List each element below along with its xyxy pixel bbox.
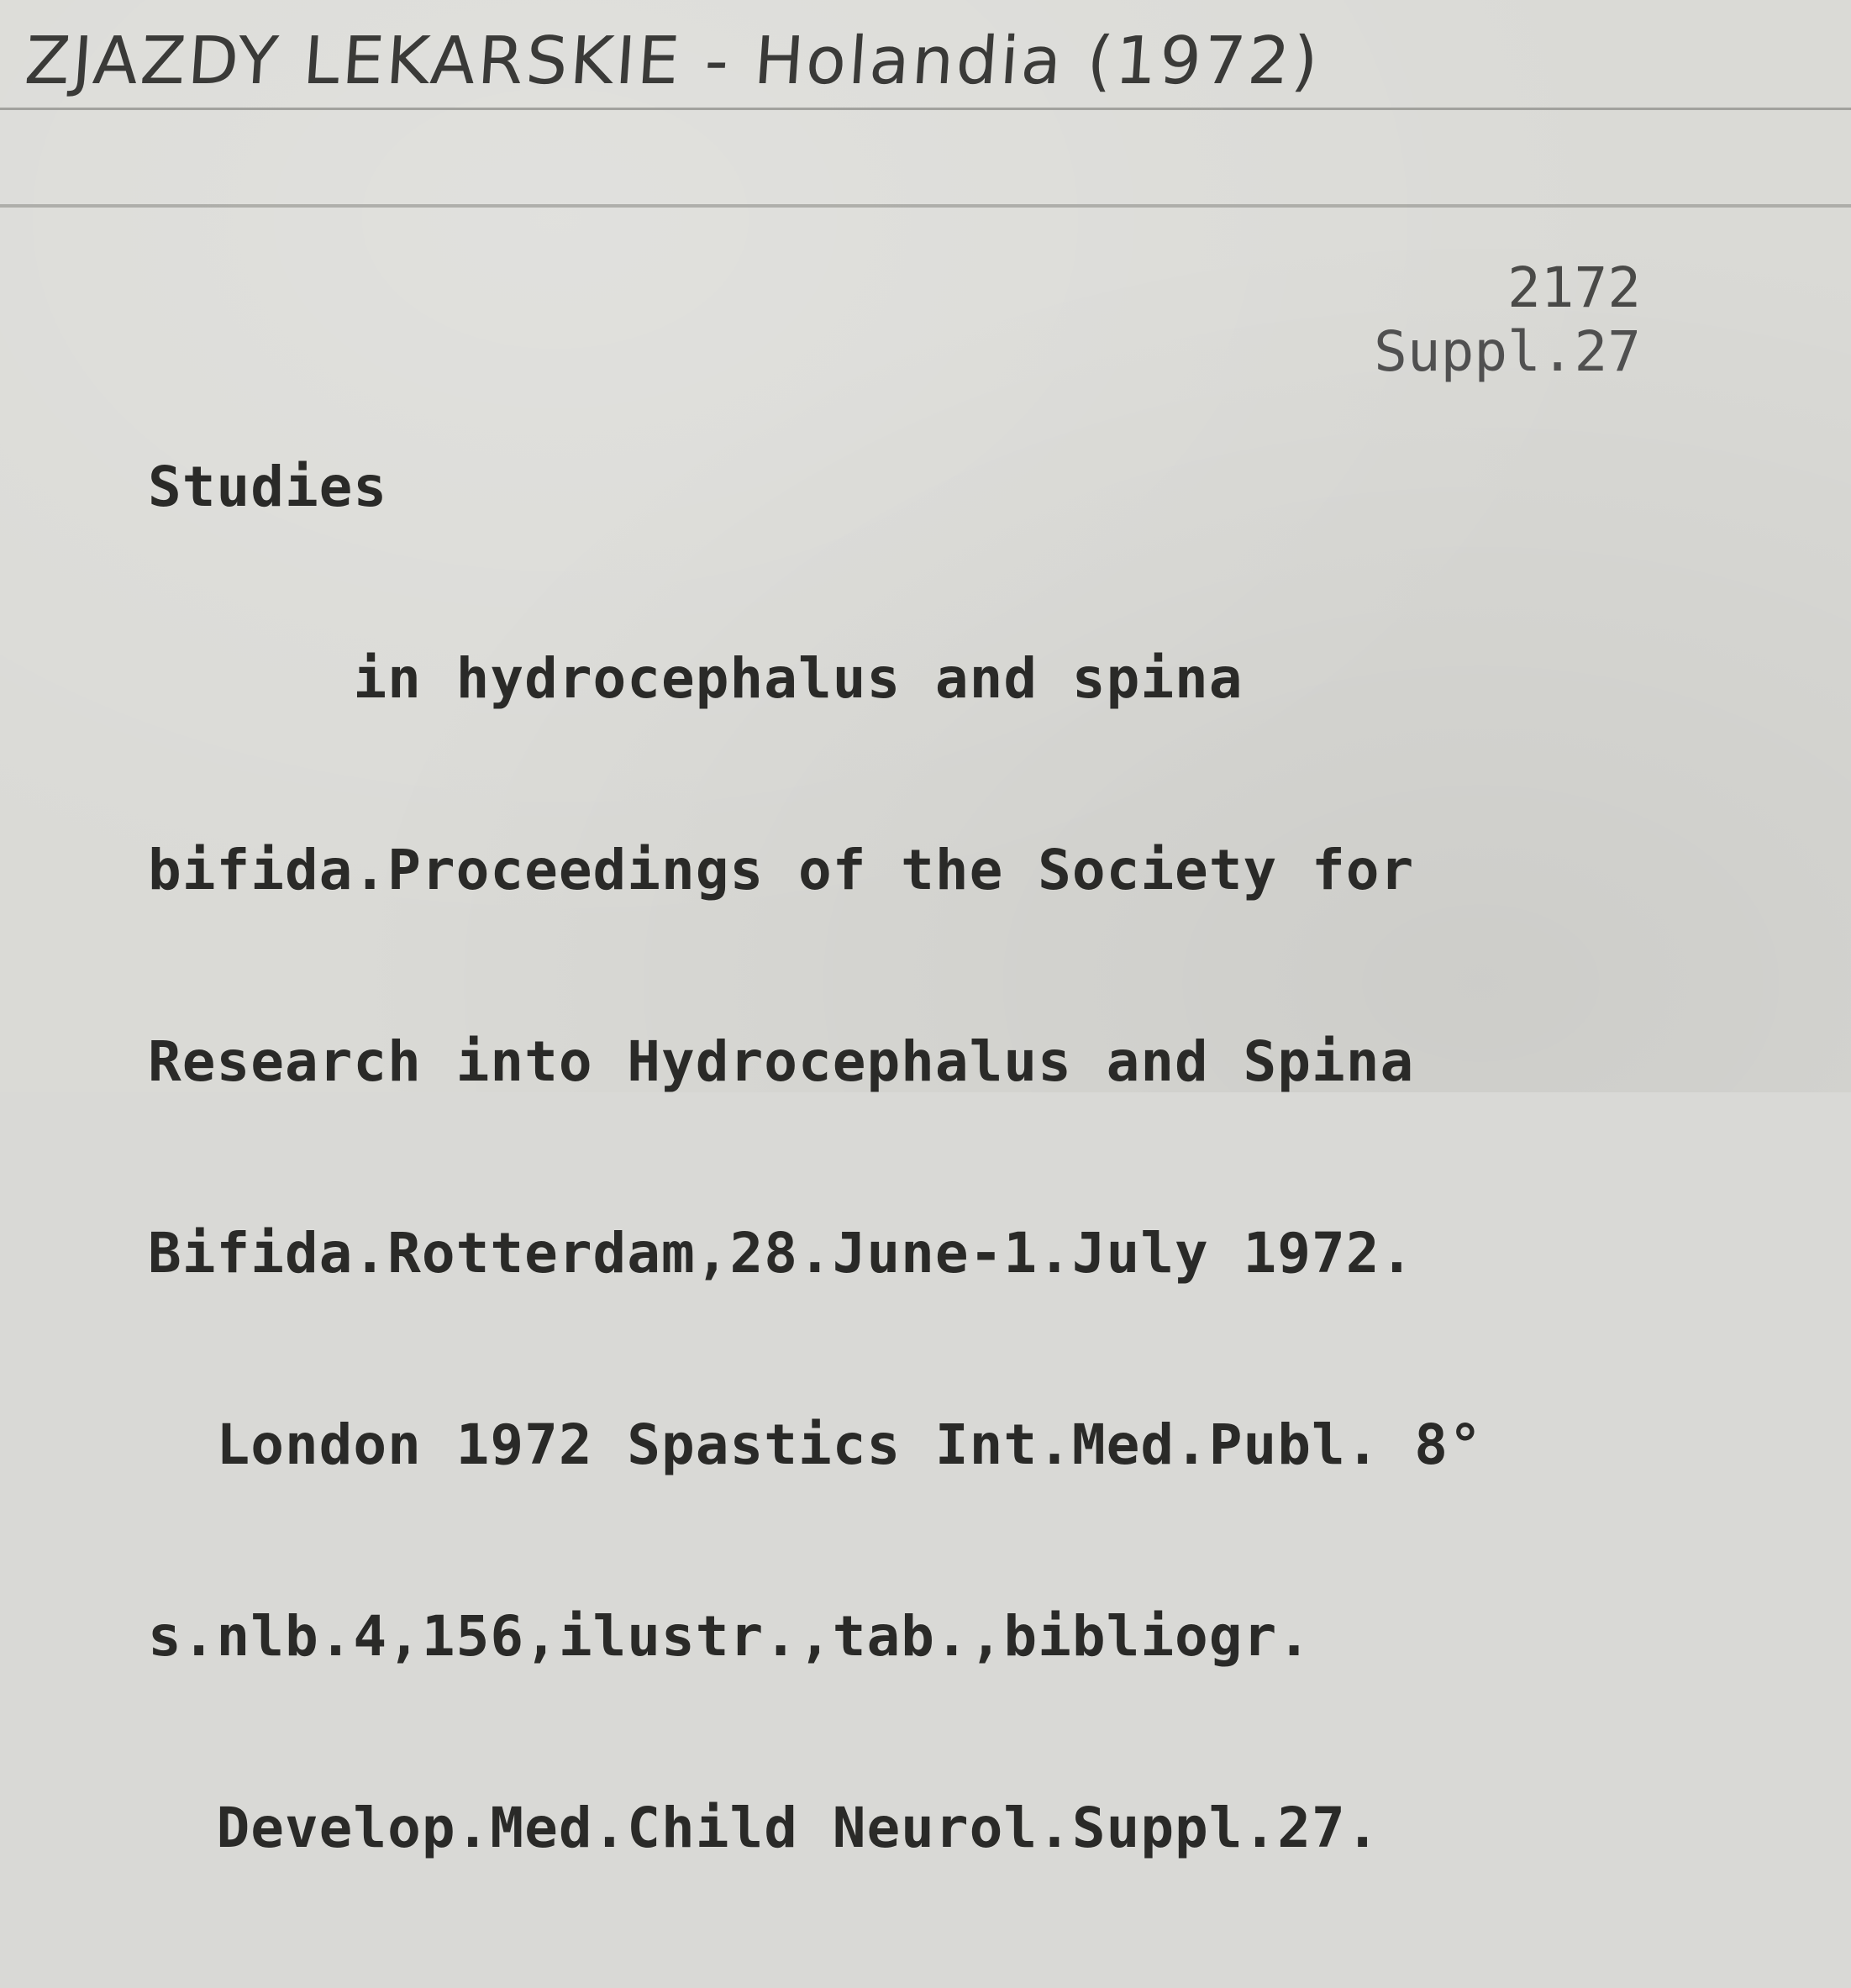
show-through-text [0, 958, 1851, 1092]
entry-line: in hydrocephalus and spina [148, 646, 1244, 711]
subject-heading: ZJAZDY LEKARSKIE - Holandia (1972) [22, 24, 1323, 99]
entry-line: bifida.Proceedings of the Society for [148, 838, 1415, 902]
top-rule [0, 108, 1851, 110]
entry-line: Bifida.Rotterdam,28.June-1.July 1972. [148, 1221, 1415, 1286]
call-number-line-1: 2172 [1507, 255, 1641, 320]
entry-body [148, 328, 1483, 1988]
entry-line: s.nlb.4,156,ilustr.,tab.,bibliogr. [148, 1604, 1312, 1669]
second-rule [0, 204, 1851, 208]
entry-line: Research into Hydrocephalus and Spina [148, 1029, 1415, 1094]
entry-line: Studies [148, 455, 388, 519]
entry-line: London 1972 Spastics Int.Med.Publ. 8° [148, 1412, 1483, 1477]
call-number-line-2: Suppl.27 [1374, 319, 1641, 384]
entry-line: Develop.Med.Child Neurol.Suppl.27. [148, 1796, 1380, 1860]
